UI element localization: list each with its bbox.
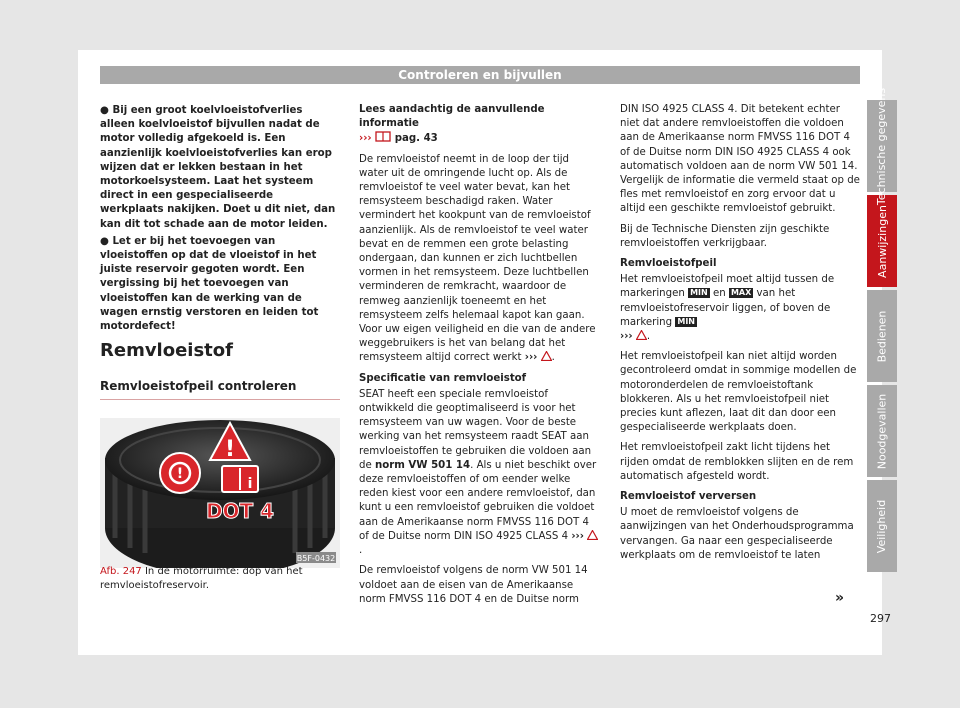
warning-icon[interactable] xyxy=(587,530,598,540)
min-marking: MIN xyxy=(690,288,708,298)
column-2 xyxy=(359,103,601,613)
min-marking-2: MIN xyxy=(677,316,695,326)
svg-text:i: i xyxy=(247,476,253,492)
warning-box xyxy=(100,104,340,337)
warning-text-2: Let er bij het toevoegen van vloeistoffen op dat de vloeistof in het juiste reservoir gegoten wordt. Een vergissing bij het toevoegen van vloeistoffen kan de werking van de wagen ernstig verstoren en leiden tot motordefect! xyxy=(100,235,319,333)
tab-veiligheid[interactable]: Veiligheid xyxy=(867,480,897,572)
subsection-title: Remvloeistofpeil controleren xyxy=(100,378,340,400)
col3-paragraph-1: DIN ISO 4925 CLASS 4. Dit betekent echter niet dat andere remvloeistoffen die voldoen aan de Amerikaanse norm FMVSS 116 DOT 4 of de Duitse norm DIN ISO 4925 CLASS 4 ook automatisch voldoen aan de norm VW 501 14. Vergelijk de informatie die vermeld staat op de fles met remvloeistof en zorg ervoor dat u altijd een geschikte remvloeistof gebruikt. xyxy=(620,104,860,215)
warning-icon[interactable] xyxy=(636,330,647,340)
col2-paragraph-3: De remvloeistof volgens de norm VW 501 14 voldoet aan de eisen van de Amerikaanse norm FMVSS 116 DOT 4 en de Duitse norm xyxy=(359,565,588,605)
figure-caption-text: In de motorruimte: dop van het remvloeistofreservoir. xyxy=(100,566,303,591)
intro-note: Lees aandachtig de aanvullende informatie ››› pag. 43 xyxy=(359,104,545,145)
section-title: Remvloeistof xyxy=(100,340,233,361)
tab-noodgevallen[interactable]: Noodgevallen xyxy=(867,385,897,477)
col3-paragraph-5: Het remvloeistofpeil zakt licht tijdens het rijden omdat de remblokken slijten en de rem automatisch afgesteld wordt. xyxy=(620,442,854,482)
warning-item-2: ● Let er bij het toevoegen van vloeistoffen op dat de vloeistof in het juiste reservoir gegoten wordt. Een vergissing bij het toevoegen van vloeistoffen kan de werking van de wagen ernstig verstoren en leiden tot motordefect! xyxy=(100,235,319,333)
figure-caption xyxy=(100,565,340,592)
continued-marker: » xyxy=(835,590,845,606)
chapter-tabs xyxy=(867,87,897,575)
heading-spec: Specificatie van remvloeistof xyxy=(359,372,527,384)
column-3 xyxy=(620,103,860,569)
warning-text-1: Bij een groot koelvloeistofverlies alleen koelvloeistof bijvullen nadat de motor volledig afgekoeld is. Een aanzienlijk koelvloeistofverlies kan erop wijzen dat er lekken bestaan in het motorkoelsysteem. Laat het systeem direct in een gespecialiseerde werkplaats nakijken. Doet u dit niet, dan kan dit tot schade aan de motor leiden. xyxy=(100,105,336,230)
cap-dot4-text: DOT 4 xyxy=(205,499,275,523)
page-header: Controleren en bijvullen xyxy=(100,66,860,84)
col3-paragraph-6: U moet de remvloeistof volgens de aanwijzingen van het Onderhoudsprogramma vervangen. Ga naar een gespecialiseerde werkplaats om de remvloeistof te laten xyxy=(620,507,854,561)
warning-icon[interactable] xyxy=(541,351,552,361)
col3-paragraph-2: Bij de Technische Diensten zijn geschikte remvloeistoffen verkrijgbaar. xyxy=(620,223,830,249)
figure-label: Afb. 247 xyxy=(100,566,142,577)
tab-aanwijzingen[interactable]: Aanwijzingen xyxy=(867,195,897,287)
col2-paragraph-2: SEAT heeft een speciale remvloeistof ontwikkeld die geoptimaliseerd is voor het remsysteem van uw wagen. Voor de beste werking van het remsysteem raadt SEAT aan remvloeistoffen te gebruiken die voldoen aan de norm VW 501 14. Als u niet beschikt over deze remvloeistoffen of om eender welke reden kiest voor een andere remvloeistof, dan kunt u een remvloeistof gebruiken die voldoet aan de Amerikaanse norm FMVSS 116 DOT 4 of de Duitse norm DIN ISO 4925 CLASS 4 ››› . xyxy=(359,388,597,557)
page-43-link[interactable]: pag. 43 xyxy=(394,133,438,145)
col3-paragraph-3: Het remvloeistofpeil moet altijd tussen de markeringen MIN en MAX van het remvloeistofreservoir liggen, of boven de markering MIN ››› . xyxy=(620,274,835,343)
page-number: 297 xyxy=(870,612,891,625)
brake-fluid-cap-illustration xyxy=(100,418,340,568)
heading-replace: Remvloeistof verversen xyxy=(620,491,757,503)
col2-paragraph-1: De remvloeistof neemt in de loop der tijd water uit de omringende lucht op. Als de remvloeistof te veel water bevat, kan het remsysteem beschadigd raken. Water vermindert het kookpunt van de remvloeistof aanzienlijk. Als de remvloeistof te veel water bevat en de remmen een grote belasting ondergaan, dan kunnen er zich luchtbellen vormen in het remsysteem. Deze luchtbellen verminderen de remkracht, waardoor de remweg aanzienlijk toeneemt en het remsysteem zelfs helemaal kapot kan gaan. Voor uw eigen veiligheid en die van de andere weggebruikers is het van belang dat het remsysteem altijd correct werkt ››› . xyxy=(359,153,596,364)
svg-text:!: ! xyxy=(176,466,184,482)
col3-paragraph-4: Het remvloeistofpeil kan niet altijd worden gecontroleerd omdat in sommige modellen de motoronderdelen de remvloeistoftank blokkeren. Als u het remvloeistofpeil niet precies kunt aflezen, laat dit dan door een gespecialiseerde werkplaats doen. xyxy=(620,351,857,434)
svg-text:!: ! xyxy=(224,437,236,462)
figure-code: B5F-0432 xyxy=(296,554,336,563)
brake-fluid-cap-figure xyxy=(100,418,340,568)
tab-bedienen[interactable]: Bedienen xyxy=(867,290,897,382)
heading-level: Remvloeistofpeil xyxy=(620,258,717,270)
arrow-ref: ››› xyxy=(359,133,372,145)
book-icon xyxy=(375,131,391,142)
warning-item-1: ● Bij een groot koelvloeistofverlies alleen koelvloeistof bijvullen nadat de motor volledig afgekoeld is. Een aanzienlijk koelvloeistofverlies kan erop wijzen dat er lekken bestaan in het motorkoelsysteem. Laat het systeem direct in een gespecialiseerde werkplaats nakijken. Doet u dit niet, dan kan dit tot schade aan de motor leiden. xyxy=(100,105,336,230)
tab-technische-gegevens[interactable]: Technische gegevens xyxy=(867,100,897,192)
max-marking: MAX xyxy=(730,288,752,298)
